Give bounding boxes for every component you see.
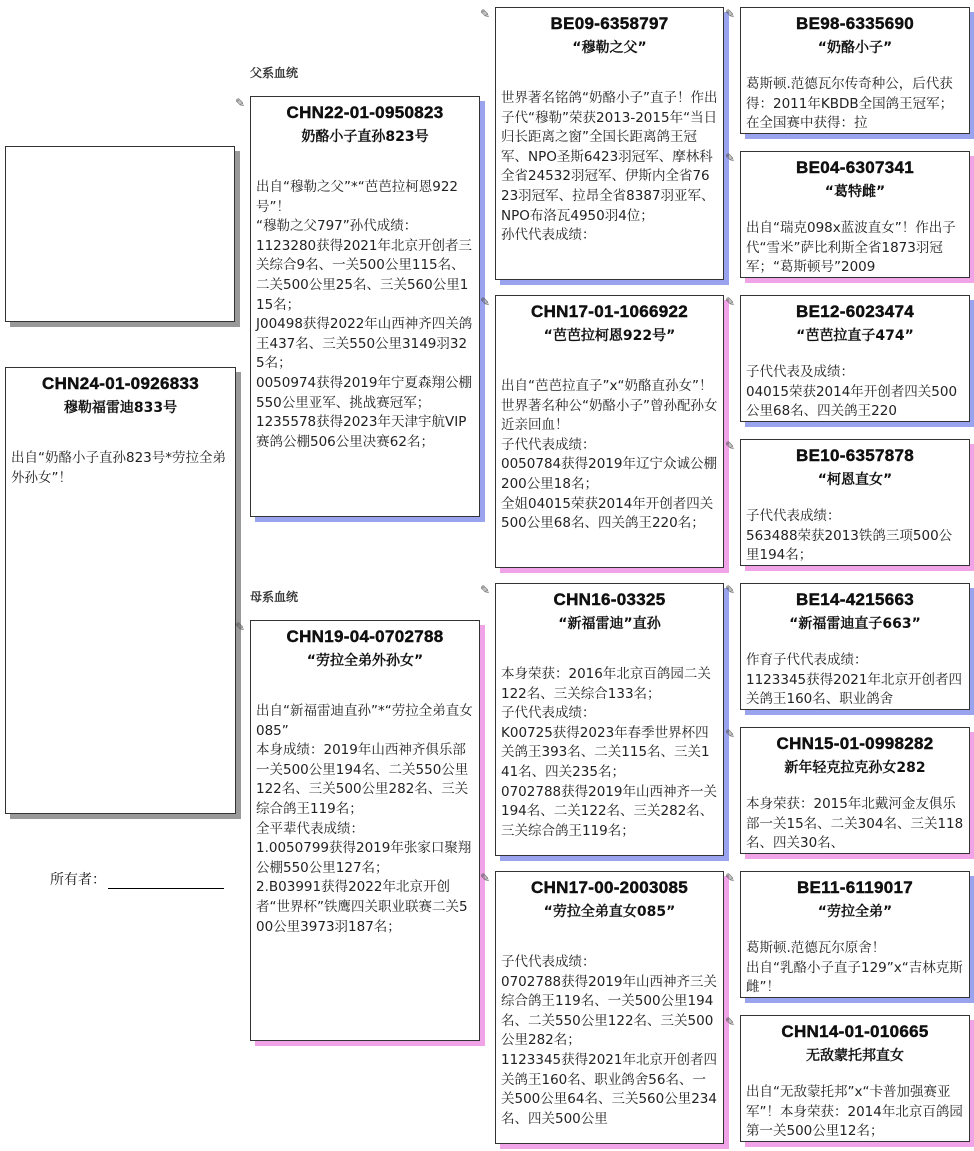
pigeon-name: “劳拉全弟直女085” (543, 904, 676, 920)
edit-pencil-icon[interactable]: ✎ (725, 1015, 736, 1029)
great-grandparent-card[interactable] (740, 7, 970, 134)
pigeon-name: “劳拉全弟” (817, 904, 893, 920)
sire-card[interactable] (250, 96, 480, 517)
great-grandparent-card[interactable] (740, 871, 970, 998)
photo-placeholder (5, 146, 235, 322)
great-grandparent-card[interactable] (740, 439, 970, 566)
edit-pencil-icon[interactable]: ✎ (480, 295, 491, 309)
ring-number: CHN22-01-0950823 (286, 103, 444, 122)
ring-number: CHN17-01-1066922 (531, 302, 688, 321)
pigeon-description: 本身荣获：2015年北戴河金友俱乐部一关15名、二关304名、三关118名、四关30名、 (746, 796, 964, 852)
owner-input-line[interactable] (108, 872, 224, 889)
pigeon-description: 作育子代代表成绩： 1123345获得2021年北京开创者四关鸽王160名、职业鸽舍 (746, 652, 962, 708)
edit-pencil-icon[interactable]: ✎ (725, 151, 736, 165)
ring-number: CHN24-01-0926833 (42, 374, 199, 393)
pigeon-description: 世界著名铭鸽“奶酪小子”直子！作出子代“穆勒”荣获2013-2015年“当日归长距离之窗”全国长距离鸽王冠军、NPO圣斯6423羽冠军、摩林科全省24532羽冠军、伊斯内全省7623羽冠军、拉昂全省8387羽亚军、NPO布洛瓦4950羽4位； 孙代代表成绩： (501, 90, 718, 244)
owner-field (50, 869, 224, 889)
pigeon-description: 本身荣获：2016年北京百鸽园二关122名、三关综合133名； 子代代表成绩： K00725获得2023年春季世界杯四关鸽王393名、二关115名、三关141名、四关235名； 0702788获得2019年山西神齐一关194名、二关122名、三关282名、三关综合鸽王119名； (501, 666, 717, 839)
owner-label: 所有者： (50, 872, 106, 888)
pigeon-name: 奶酪小子直孙823号 (301, 129, 429, 145)
dam-card[interactable] (250, 620, 480, 1041)
great-grandparent-card[interactable] (740, 1015, 970, 1142)
pigeon-name: “新福雷迪”直孙 (558, 616, 661, 632)
edit-pencil-icon[interactable]: ✎ (725, 727, 736, 741)
grandparent-card[interactable] (495, 7, 724, 280)
great-grandparent-card[interactable] (740, 295, 970, 422)
pigeon-description: 子代代表成绩： 0702788获得2019年山西神齐三关综合鸽王119名、一关500公里194名、二关550公里122名、三关500公里282名； 1123345获得2021年北京开创者四关鸽王160名、职业鸽舍56名、一关500公里64名、三关560公里234名、四关500公里 (501, 954, 717, 1127)
great-grandparent-card[interactable] (740, 151, 970, 278)
ring-number: CHN17-00-2003085 (531, 878, 688, 897)
edit-pencil-icon[interactable]: ✎ (480, 583, 491, 597)
edit-pencil-icon[interactable]: ✎ (235, 96, 246, 110)
great-grandparent-card[interactable] (740, 727, 970, 854)
ring-number: BE09-6358797 (550, 14, 669, 33)
pigeon-name: 无敌蒙托邦直女 (806, 1048, 904, 1064)
pigeon-description: 出自“穆勒之父”*“芭芭拉柯恩922号”！ “穆勒之父797”孙代成绩： 1123280获得2021年北京开创者三关综合9名、一关500公里115名、二关500公里25名、三关560公里115名； J00498获得2022年山西神齐四关鸽王437名、三关550公里3149羽325名； 0050974获得2019年宁夏森翔公棚550公里亚军、挑战赛冠军； 1235578获得2023年天津宇航VIP赛鸽公棚506公里决赛62名； (256, 179, 473, 450)
pigeon-name: 穆勒福雷迪833号 (63, 400, 178, 416)
pigeon-description: 葛斯顿.范德瓦尔传奇种公，后代获得：2011年KBDB全国鸽王冠军；在全国赛中获得：拉 (746, 76, 954, 132)
pigeon-description: 出自“无敌蒙托邦”x“卡普加强赛亚军”！本身荣获：2014年北京百鸽园第一关500公里12名； (746, 1084, 963, 1140)
ring-number: BE10-6357878 (796, 446, 914, 465)
ring-number: CHN14-01-010665 (781, 1022, 929, 1041)
grandparent-card[interactable] (495, 295, 724, 568)
edit-pencil-icon[interactable]: ✎ (725, 295, 736, 309)
ring-number: CHN15-01-0998282 (776, 734, 934, 753)
pigeon-description: 子代代表成绩： 563488荣获2013铁鸽三项500公里194名； (746, 508, 953, 564)
sire-line-label: 父系血统 (250, 66, 299, 80)
pigeon-name: “奶酪小子” (817, 40, 893, 56)
grandparent-card[interactable] (495, 583, 724, 856)
pigeon-name: “芭芭拉直子474” (796, 328, 914, 344)
pigeon-name: “新福雷迪直子663” (789, 616, 921, 632)
pigeon-name: 新年轻克拉克孙女282 (784, 760, 926, 776)
pigeon-name: “葛特雌” (824, 184, 886, 200)
edit-pencil-icon[interactable]: ✎ (480, 7, 491, 21)
pigeon-description: 出自“奶酪小子直孙823号*劳拉全弟外孙女”！ (11, 450, 227, 486)
great-grandparent-card[interactable] (740, 583, 970, 710)
ring-number: BE14-4215663 (796, 590, 914, 609)
pigeon-description: 出自“芭芭拉直子”x“奶酪直孙女”！世界著名种公“奶酪小子”曾孙配孙女近亲回血！ 子代代表成绩： 0050784获得2019年辽宁众诚公棚200公里18名； 全姐04015荣获2014年开创者四关500公里68名、四关鸽王220名； (501, 378, 718, 532)
pigeon-name: “穆勒之父” (572, 40, 647, 56)
ring-number: BE12-6023474 (796, 302, 914, 321)
edit-pencil-icon[interactable]: ✎ (480, 871, 491, 885)
edit-pencil-icon[interactable]: ✎ (725, 439, 736, 453)
pigeon-name: “芭芭拉柯恩922号” (543, 328, 676, 344)
pigeon-name: “劳拉全弟外孙女” (306, 653, 424, 669)
ring-number: CHN19-04-0702788 (286, 627, 444, 646)
pigeon-description: 出自“瑞克098x蓝波直女”！作出子代“雪米”萨比利斯全省1873羽冠军；“葛斯顿号”2009 (746, 220, 956, 276)
edit-pencil-icon[interactable]: ✎ (235, 620, 246, 634)
pigeon-description: 葛斯顿.范德瓦尔原舍！ 出自“乳酪小子直子129”x“吉林克斯雌”！ (746, 940, 963, 996)
grandparent-card[interactable] (495, 871, 724, 1144)
dam-line-label: 母系血统 (250, 590, 299, 604)
edit-pencil-icon[interactable]: ✎ (725, 583, 736, 597)
edit-pencil-icon[interactable]: ✎ (725, 7, 736, 21)
ring-number: BE04-6307341 (796, 158, 914, 177)
pigeon-description: 出自“新福雷迪直孙”*“劳拉全弟直女085” 本身成绩：2019年山西神齐俱乐部一关500公里194名、二关550公里122名、三关500公里282名、三关综合鸽王119名； 全平辈代表成绩： 1.0050799获得2019年张家口聚翔公棚550公里127名； 2.B03991获得2022年北京开创者“世界杯”铁鹰四关职业联赛二关500公里3973羽187名； (256, 703, 473, 935)
edit-pencil-icon[interactable]: ✎ (725, 871, 736, 885)
ring-number: BE98-6335690 (796, 14, 914, 33)
ring-number: CHN16-03325 (553, 590, 666, 609)
pigeon-name: “柯恩直女” (817, 472, 893, 488)
subject-card[interactable] (5, 367, 236, 814)
pigeon-description: 子代代表及成绩： 04015荣获2014年开创者四关500公里68名、四关鸽王220 (746, 364, 958, 420)
ring-number: BE11-6119017 (796, 878, 914, 897)
